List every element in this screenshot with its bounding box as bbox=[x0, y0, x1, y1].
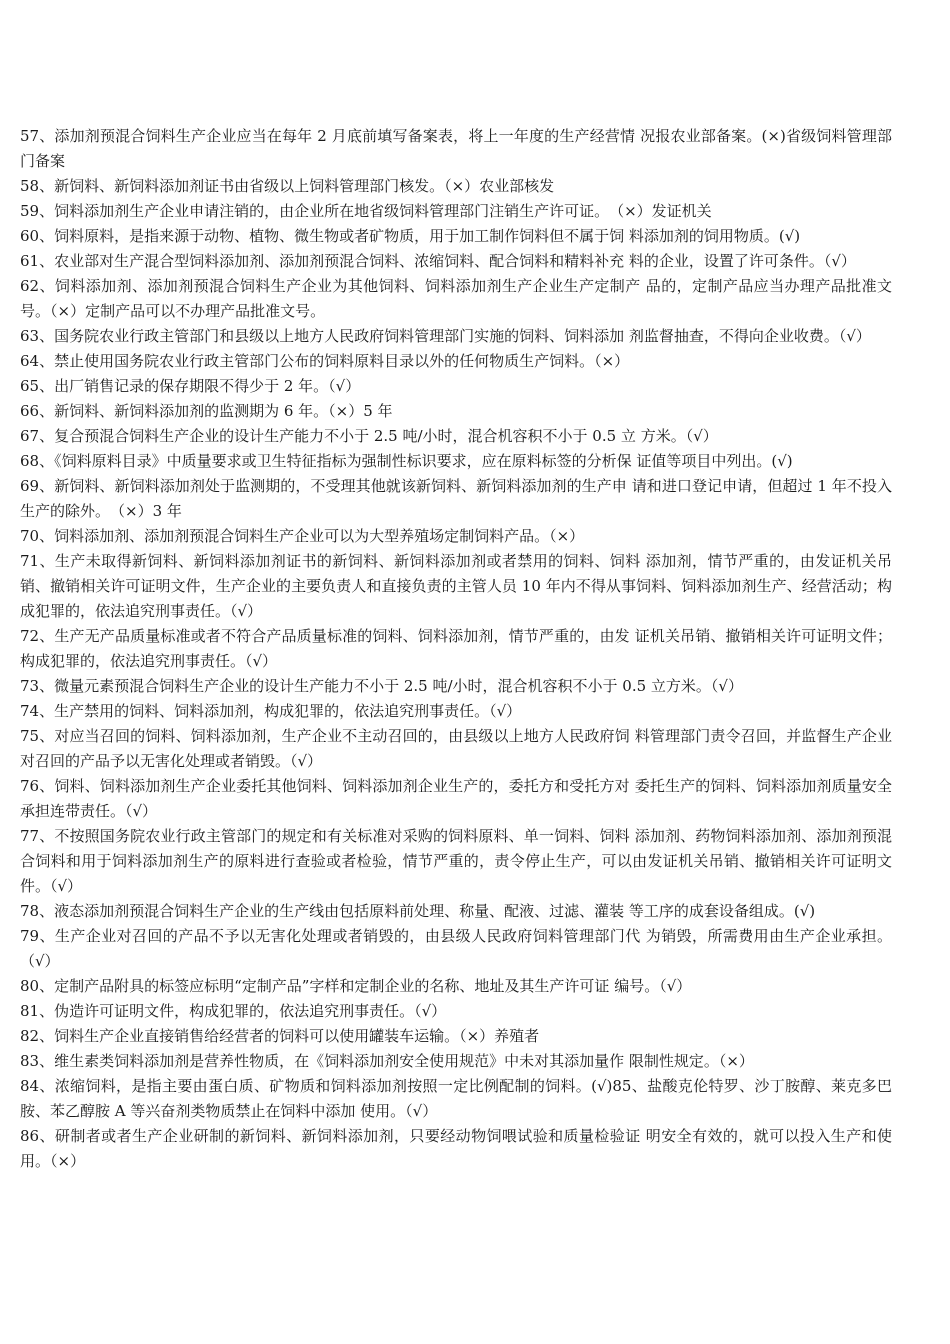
question-61: 61、农业部对生产混合型饲料添加剂、添加剂预混合饲料、浓缩饲料、配合饲料和精料补充 料的企业，设置了许可条件。（√） bbox=[20, 252, 856, 270]
question-58: 58、新饲料、新饲料添加剂证书由省级以上饲料管理部门核发。（×）农业部核发 bbox=[20, 177, 555, 195]
question-76: 76、饲料、饲料添加剂生产企业委托其他饲料、饲料添加剂企业生产的，委托方和受托方对 委托生产的饲料、饲料添加剂质量安全承担连带责任。（√） bbox=[20, 777, 892, 820]
question-83: 83、维生素类饲料添加剂是营养性物质，在《饲料添加剂安全使用规范》中未对其添加量作 限制性规定。（×） bbox=[20, 1052, 754, 1070]
question-80: 80、定制产品附具的标签应标明“定制产品”字样和定制企业的名称、地址及其生产许可证 编号。（√） bbox=[20, 977, 692, 995]
question-68: 68、《饲料原料目录》中质量要求或卫生特征指标为强制性标识要求，应在原料标签的分析保 证值等项目中列出。(√) bbox=[20, 452, 793, 470]
question-57: 57、添加剂预混合饲料生产企业应当在每年 2 月底前填写备案表，将上一年度的生产经营情 况报农业部备案。(×)省级饲料管理部门备案 bbox=[20, 127, 892, 170]
question-65: 65、出厂销售记录的保存期限不得少于 2 年。（√） bbox=[20, 377, 361, 395]
question-63: 63、国务院农业行政主管部门和县级以上地方人民政府饲料管理部门实施的饲料、饲料添加 剂监督抽查，不得向企业收费。（√） bbox=[20, 327, 871, 345]
question-66: 66、新饲料、新饲料添加剂的监测期为 6 年。（×）5 年 bbox=[20, 402, 393, 420]
question-70: 70、饲料添加剂、添加剂预混合饲料生产企业可以为大型养殖场定制饲料产品。（×） bbox=[20, 527, 585, 545]
question-73: 73、微量元素预混合饲料生产企业的设计生产能力不小于 2.5 吨/小时，混合机容积不小于 0.5 立方米。（√） bbox=[20, 677, 743, 695]
question-82: 82、饲料生产企业直接销售给经营者的饲料可以使用罐装车运输。（×）养殖者 bbox=[20, 1027, 540, 1045]
question-78: 78、液态添加剂预混合饲料生产企业的生产线由包括原料前处理、称量、配液、过滤、灌装 等工序的成套设备组成。(√) bbox=[20, 902, 816, 920]
question-77: 77、不按照国务院农业行政主管部门的规定和有关标准对采购的饲料原料、单一饲料、饲料 添加剂、药物饲料添加剂、添加剂预混合饲料和用于饲料添加剂生产的原料进行查验或者检验，情节严重的，责令停止生产，可以由发证机关吊销、撤销相关许可证明文件。（√） bbox=[20, 827, 892, 895]
question-81: 81、伪造许可证明文件，构成犯罪的，依法追究刑事责任。（√） bbox=[20, 1002, 447, 1020]
question-64: 64、禁止使用国务院农业行政主管部门公布的饲料原料目录以外的任何物质生产饲料。（×） bbox=[20, 352, 630, 370]
question-84-85: 84、浓缩饲料，是指主要由蛋白质、矿物质和饲料添加剂按照一定比例配制的饲料。(√)85、盐酸克伦特罗、沙丁胺醇、莱克多巴胺、苯乙醇胺 A 等兴奋剂类物质禁止在饲料中添加 使用。（√） bbox=[20, 1077, 892, 1120]
question-79: 79、生产企业对召回的产品不予以无害化处理或者销毁的，由县级人民政府饲料管理部门代 为销毁，所需费用由生产企业承担。（√） bbox=[20, 927, 892, 970]
question-72: 72、生产无产品质量标准或者不符合产品质量标准的饲料、饲料添加剂，情节严重的，由发 证机关吊销、撤销相关许可证明文件；构成犯罪的，依法追究刑事责任。（√） bbox=[20, 627, 892, 670]
question-86: 86、研制者或者生产企业研制的新饲料、新饲料添加剂，只要经动物饲喂试验和质量检验证 明安全有效的，就可以投入生产和使用。（×） bbox=[20, 1127, 892, 1170]
question-67: 67、复合预混合饲料生产企业的设计生产能力不小于 2.5 吨/小时，混合机容积不小于 0.5 立 方米。（√） bbox=[20, 427, 718, 445]
question-list bbox=[20, 124, 892, 1174]
question-75: 75、对应当召回的饲料、饲料添加剂，生产企业不主动召回的，由县级以上地方人民政府饲 料管理部门责令召回，并监督生产企业对召回的产品予以无害化处理或者销毁。（√） bbox=[20, 727, 892, 770]
question-71: 71、生产未取得新饲料、新饲料添加剂证书的新饲料、新饲料添加剂或者禁用的饲料、饲料 添加剂，情节严重的，由发证机关吊销、撤销相关许可证明文件，生产企业的主要负责人和直接负责的主管人员 10 年内不得从事饲料、饲料添加剂生产、经营活动；构成犯罪的，依法追究刑事责任。（√） bbox=[20, 552, 892, 620]
question-59: 59、饲料添加剂生产企业申请注销的，由企业所在地省级饲料管理部门注销生产许可证。 （×）发证机关 bbox=[20, 202, 712, 220]
question-74: 74、生产禁用的饲料、饲料添加剂，构成犯罪的，依法追究刑事责任。（√） bbox=[20, 702, 522, 720]
question-69: 69、新饲料、新饲料添加剂处于监测期的，不受理其他就该新饲料、新饲料添加剂的生产申 请和进口登记申请，但超过 1 年不投入生产的除外。 （×）3 年 bbox=[20, 477, 892, 520]
question-62: 62、饲料添加剂、添加剂预混合饲料生产企业为其他饲料、饲料添加剂生产企业生产定制产 品的，定制产品应当办理产品批准文号。（×）定制产品可以不办理产品批准文号。 bbox=[20, 277, 892, 320]
question-60: 60、饲料原料，是指来源于动物、植物、微生物或者矿物质，用于加工制作饲料但不属于饲 料添加剂的饲用物质。(√) bbox=[20, 227, 801, 245]
